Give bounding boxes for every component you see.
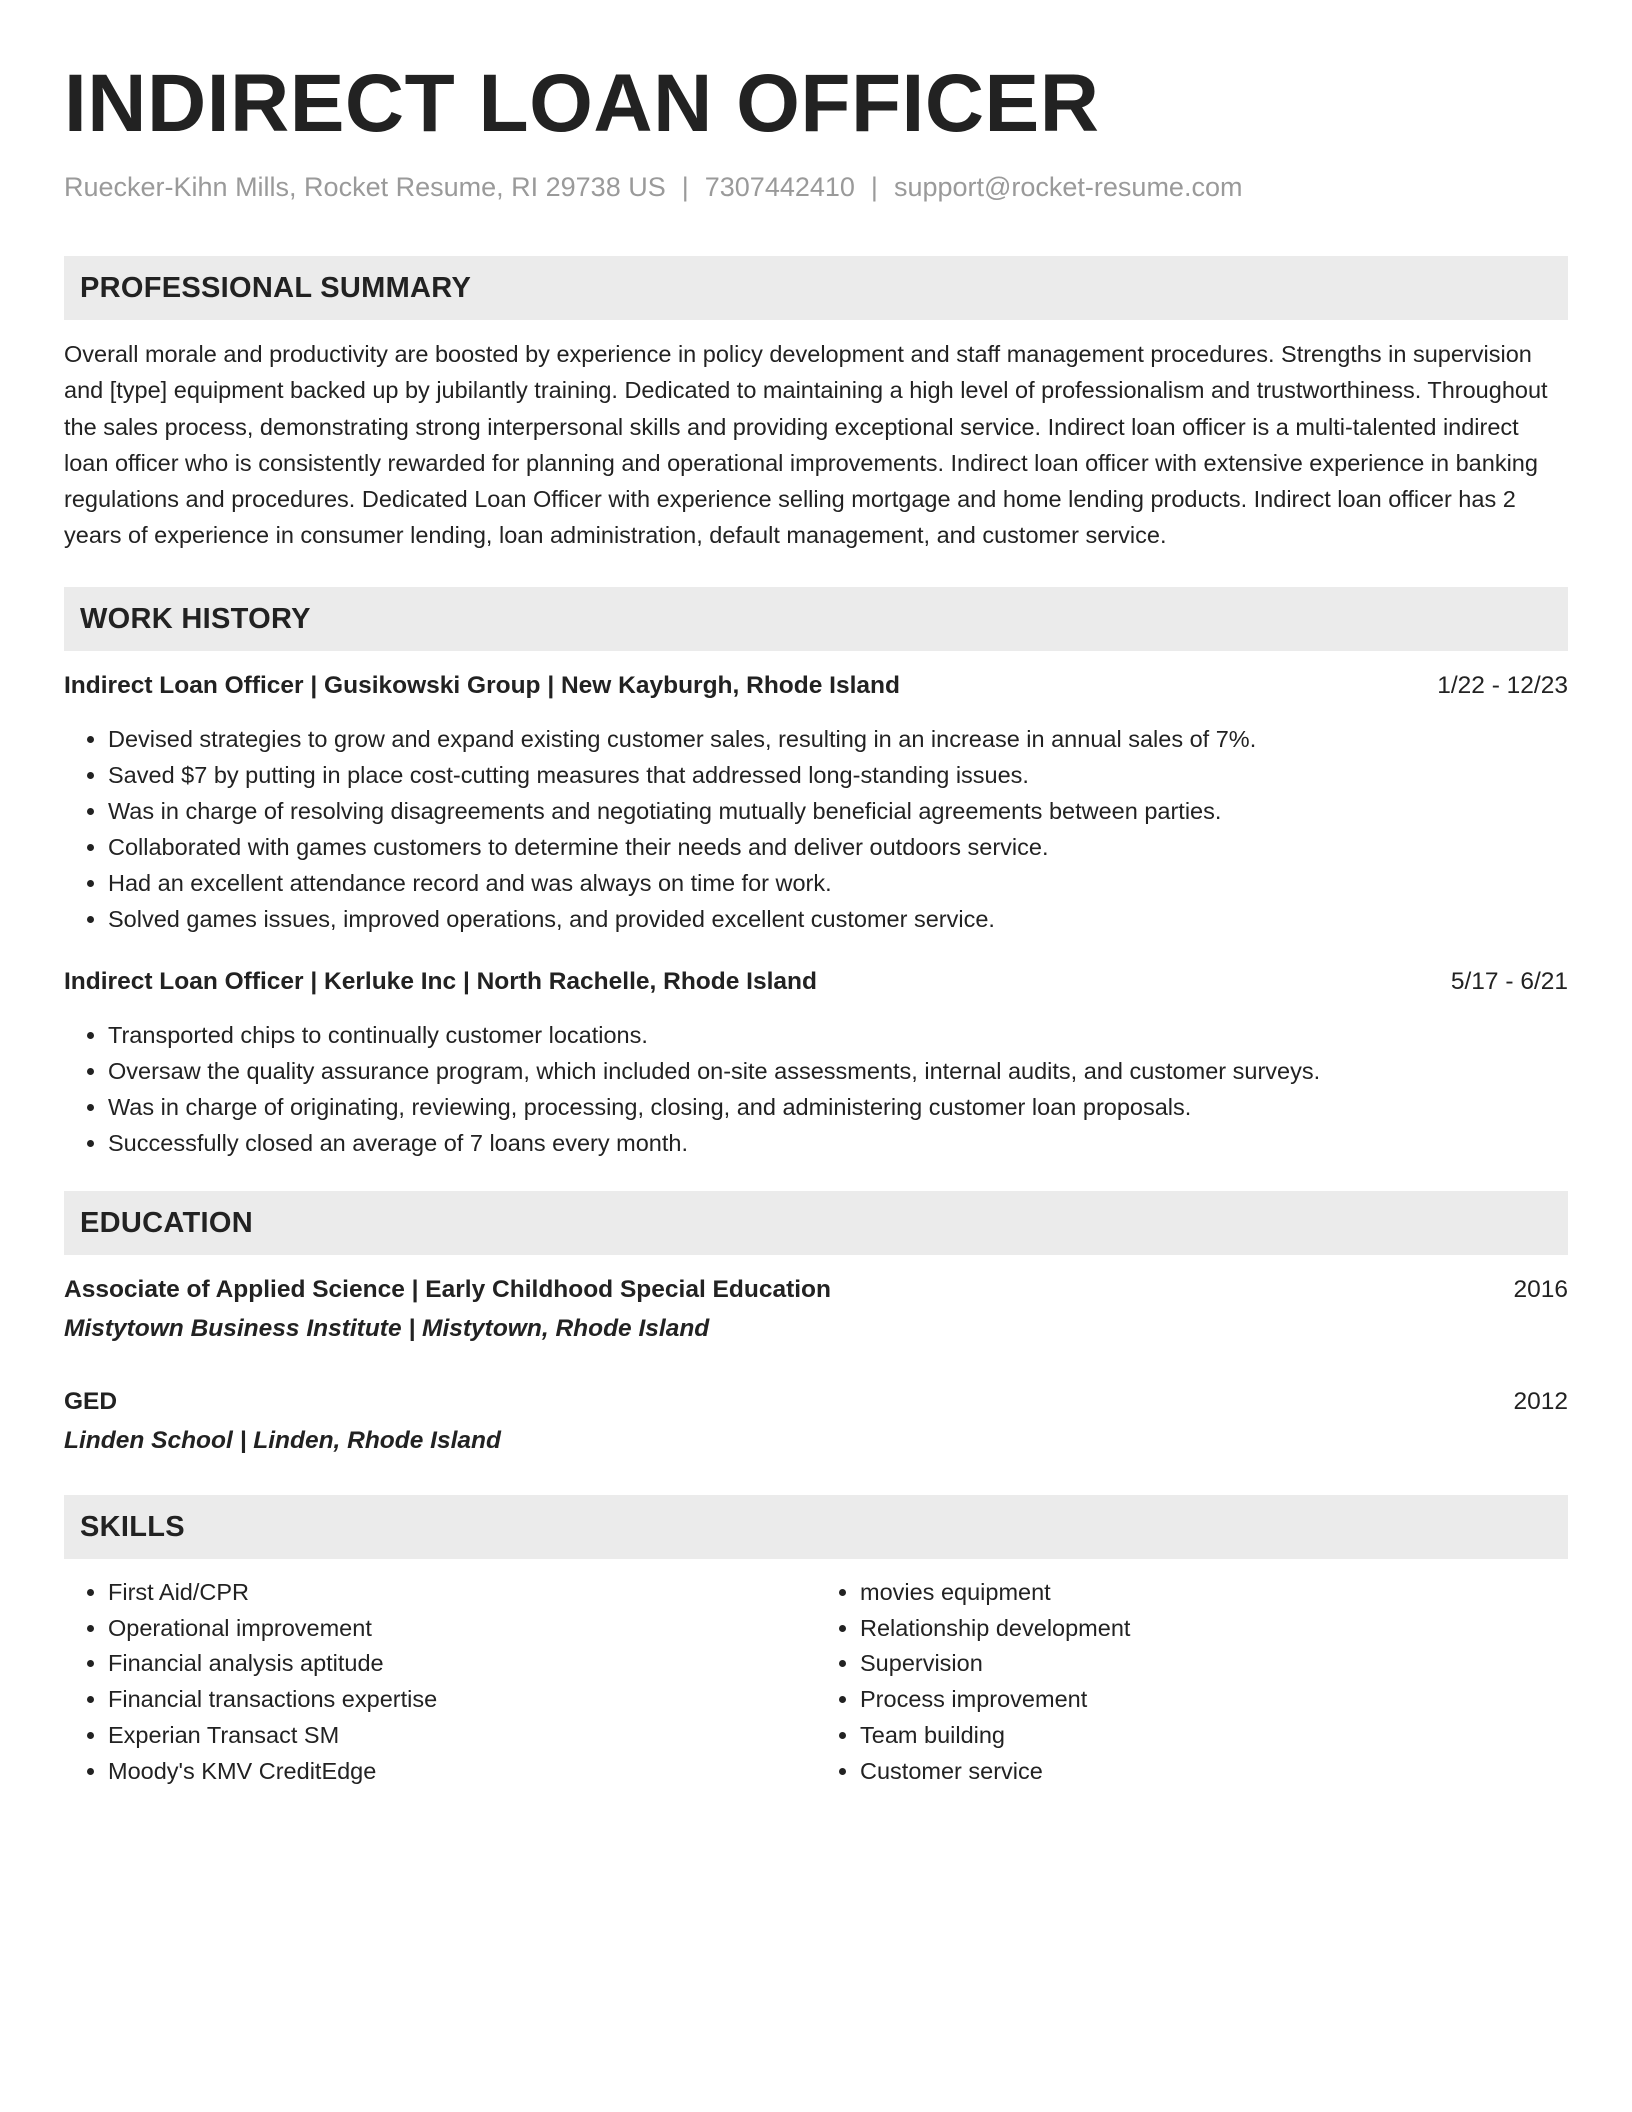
- job-bullet: • Successfully closed an average of 7 loans every month.: [108, 1125, 1568, 1161]
- education-entry: [64, 1385, 1568, 1459]
- job-dates: 5/17 - 6/21: [1450, 967, 1568, 995]
- skill-item: • Financial analysis aptitude: [108, 1646, 816, 1682]
- skill-item: • movies equipment: [860, 1575, 1568, 1611]
- education-header: [64, 1273, 1568, 1307]
- contact-phone: 7307442410: [704, 172, 855, 202]
- skill-item: • Operational improvement: [108, 1611, 816, 1647]
- education-year: 2012: [1513, 1387, 1568, 1415]
- education-year: 2016: [1513, 1275, 1568, 1303]
- skills-list: [816, 1575, 1568, 1790]
- job-bullet: • Devised strategies to grow and expand existing customer sales, resulting in an increase in annual sales of 7%.: [108, 721, 1568, 757]
- skills-heading: SKILLS: [64, 1495, 1568, 1559]
- skill-item: • Financial transactions expertise: [108, 1682, 816, 1718]
- education-school: Linden School | Linden, Rhode Island: [64, 1426, 501, 1454]
- job-dates: 1/22 - 12/23: [1437, 671, 1568, 699]
- contact-line: [64, 170, 1568, 204]
- skill-item: • Relationship development: [860, 1611, 1568, 1647]
- education-heading: EDUCATION: [64, 1191, 1568, 1255]
- summary-heading: PROFESSIONAL SUMMARY: [64, 256, 1568, 320]
- job-bullet: • Was in charge of originating, reviewing, processing, closing, and administering customer loan proposals.: [108, 1089, 1568, 1125]
- education-header: [64, 1385, 1568, 1419]
- job-header: [64, 669, 1568, 703]
- skill-item: • Customer service: [860, 1754, 1568, 1790]
- job-bullet: • Oversaw the quality assurance program, which included on-site assessments, internal audits, and customer surveys.: [108, 1053, 1568, 1089]
- skills-column-right: [816, 1575, 1568, 1790]
- skill-item: • Process improvement: [860, 1682, 1568, 1718]
- summary-text: Overall morale and productivity are boosted by experience in policy development and staff management procedures. Strengths in supervision and [type] equipment backed up by jubilantly training. Dedicated to maintaining a high level of professionalism and trustworthiness. Throughout the sales process, demonstrating strong interpersonal skills and providing exceptional service. Indirect loan officer is a multi-talented indirect loan officer who is consistently rewarded for planning and operational improvements. Indirect loan officer with extensive experience in banking regulations and procedures. Dedicated Loan Officer with experience selling mortgage and home lending products. Indirect loan officer has 2 years of experience in consumer lending, loan administration, default management, and customer service.: [64, 341, 1548, 549]
- skill-item: • Experian Transact SM: [108, 1718, 816, 1754]
- skill-item: • First Aid/CPR: [108, 1575, 816, 1611]
- contact-separator: |: [870, 172, 878, 202]
- skill-item: • Supervision: [860, 1646, 1568, 1682]
- job-bullet: • Was in charge of resolving disagreements and negotiating mutually beneficial agreements between parties.: [108, 793, 1568, 829]
- skill-item: • Team building: [860, 1718, 1568, 1754]
- job-header: [64, 965, 1568, 999]
- job-title: Indirect Loan Officer | Kerluke Inc | North Rachelle, Rhode Island: [64, 967, 817, 995]
- education-degree: GED: [64, 1387, 118, 1415]
- contact-address: Ruecker-Kihn Mills, Rocket Resume, RI 29738 US: [64, 172, 666, 202]
- education-degree: Associate of Applied Science | Early Childhood Special Education: [64, 1275, 831, 1303]
- work-history-heading: WORK HISTORY: [64, 587, 1568, 651]
- job-bullet: • Transported chips to continually customer locations.: [108, 1017, 1568, 1053]
- job-entry: [64, 669, 1568, 937]
- skills-columns: [64, 1575, 1568, 1790]
- job-bullet: • Saved $7 by putting in place cost-cutting measures that addressed long-standing issues.: [108, 757, 1568, 793]
- job-bullet: • Had an excellent attendance record and was always on time for work.: [108, 865, 1568, 901]
- job-bullet: • Collaborated with games customers to determine their needs and deliver outdoors service.: [108, 829, 1568, 865]
- job-entry: [64, 965, 1568, 1161]
- education-entry: [64, 1273, 1568, 1347]
- contact-email: support@rocket-resume.com: [893, 172, 1243, 202]
- education-school: Mistytown Business Institute | Mistytown, Rhode Island: [64, 1314, 710, 1342]
- resume-name: INDIRECT LOAN OFFICER: [64, 58, 1100, 149]
- skill-item: • Moody's KMV CreditEdge: [108, 1754, 816, 1790]
- contact-separator: |: [681, 172, 689, 202]
- skills-column-left: [64, 1575, 816, 1790]
- job-bullets: [64, 721, 1568, 937]
- skills-list: [64, 1575, 816, 1790]
- job-bullets: [64, 1017, 1568, 1161]
- job-bullet: • Solved games issues, improved operations, and provided excellent customer service.: [108, 901, 1568, 937]
- job-title: Indirect Loan Officer | Gusikowski Group | New Kayburgh, Rhode Island: [64, 671, 900, 699]
